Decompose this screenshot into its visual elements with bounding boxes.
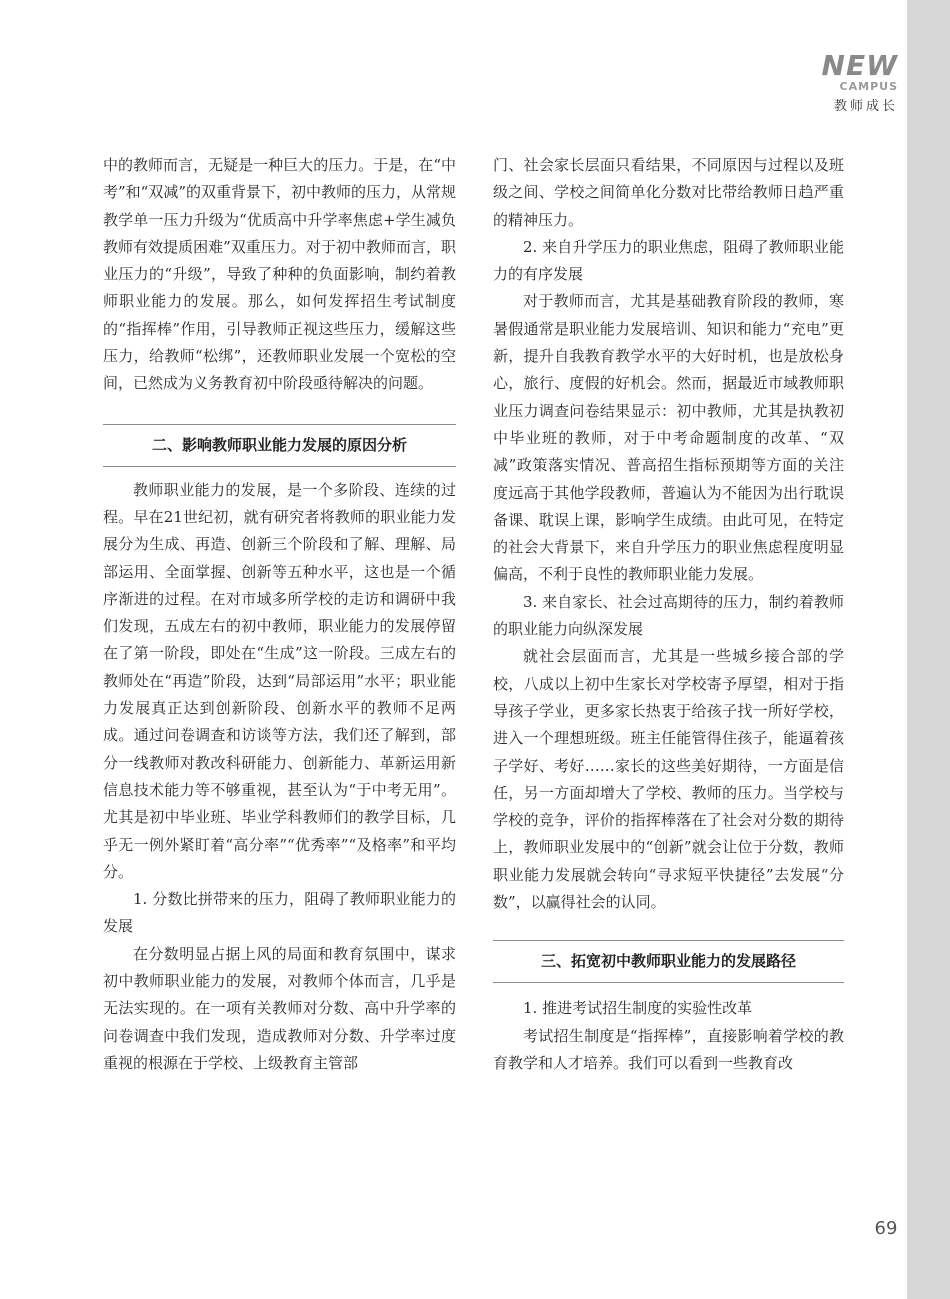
subheading: 1. 分数比拼带来的压力，阻碍了教师职业能力的发展 xyxy=(103,890,456,936)
page-number: 69 xyxy=(874,1218,898,1239)
brand-campus: CAMPUS xyxy=(839,80,898,93)
masthead xyxy=(780,49,898,117)
sidebar-strip xyxy=(907,0,950,1299)
right-column xyxy=(493,152,844,1077)
subheading: 1. 推进考试招生制度的实验性改革 xyxy=(523,999,753,1018)
paragraph: 教师职业能力的发展，是一个多阶段、连续的过程。早在21世纪初，就有研究者将教师的职业能力发展分为生成、再造、创新三个阶段和了解、理解、局部运用、全面掌握、创新等五种水平，这也是一个循序渐进的过程。在对市域多所学校的走访和调研中我们发现，五成左右的初中教师，职业能力的发展停留在了第一阶段，即处在“生成”这一阶段。三成左右的教师处在“再造”阶段，达到“局部运用”水平；职业能力发展真正达到创新阶段、创新水平的教师不足两成。通过问卷调查和访谈等方法，我们还了解到，部分一线教师对教改科研能力、创新能力、革新运用新信息技术能力等不够重视，甚至认为“于中考无用”。尤其是初中毕业班、毕业学科教师们的教学目标，几乎无一例外紧盯着“高分率”“优秀率”“及格率”和平均分。 xyxy=(103,480,456,881)
paragraph: 中的教师而言，无疑是一种巨大的压力。于是，在“中考”和“双减”的双重背景下，初中教师的压力，从常规教学单一压力升级为“优质高中升学率焦虑+学生减负教师有效提质困难”双重压力。对于初中教师而言，职业压力的“升级”，导致了种种的负面影响，制约着教师职业能力的发展。那么，如何发挥招生考试制度的“指挥棒”作用，引导教师正视这些压力，缓解这些压力，给教师“松绑”，还教师职业发展一个宽松的空间，已然成为义务教育初中阶段亟待解决的问题。 xyxy=(103,156,457,393)
left-column xyxy=(103,152,456,1077)
paragraph: 考试招生制度是“指挥棒”，直接影响着学校的教育教学和人才培养。我们可以看到一些教育改 xyxy=(493,1026,844,1072)
section-heading: 三、拓宽初中教师职业能力的发展路径 xyxy=(493,940,844,983)
paragraph: 对于教师而言，尤其是基础教育阶段的教师，寒暑假通常是职业能力发展培训、知识和能力“充电”更新，提升自我教育教学水平的大好时机，也是放松身心，旅行、度假的好机会。然而，据最近市域教师职业压力调查问卷结果显示：初中教师，尤其是执教初中毕业班的教师，对于中考命题制度的改革、“双减”政策落实情况、普高招生指标预期等方面的关注度远高于其他学段教师，普遍认为不能因为出行耽误备课、耽误上课，影响学生成绩。由此可见，在特定的社会大背景下，来自升学压力的职业焦虑程度明显偏高，不利于良性的教师职业能力发展。 xyxy=(493,292,844,584)
paragraph: 就社会层面而言，尤其是一些城乡接合部的学校，八成以上初中生家长对学校寄予厚望，相对于指导孩子学业，更多家长热衷于给孩子找一所好学校，进入一个理想班级。班主任能管得住孩子，能逼着孩子学好、考好……家长的这些美好期待，一方面是信任，另一方面却增大了学校、教师的压力。当学校与学校的竞争，评价的指挥棒落在了社会对分数的期待上，教师职业发展中的“创新”就会让位于分数，教师职业能力发展就会转向“寻求短平快捷径”去发展“分数”，以赢得社会的认同。 xyxy=(493,647,844,912)
brand-new: NEW xyxy=(821,49,898,82)
subheading: 2. 来自升学压力的职业焦虑，阻碍了教师职业能力的有序发展 xyxy=(493,237,844,284)
paragraph: 在分数明显占据上风的局面和教育氛围中，谋求初中教师职业能力的发展，对教师个体而言，几乎是无法实现的。在一项有关教师对分数、高中升学率的问卷调查中我们发现，造成教师对分数、升学率过度重视的根源在于学校、上级教育主管部 xyxy=(103,944,456,1072)
section-label: 教师成长 xyxy=(833,99,898,114)
section-heading: 二、影响教师职业能力发展的原因分析 xyxy=(103,424,456,467)
subheading: 3. 来自家长、社会过高期待的压力，制约着教师的职业能力向纵深发展 xyxy=(493,592,844,639)
paragraph: 门、社会家长层面只看结果，不同原因与过程以及班级之间、学校之间简单化分数对比带给教师日趋严重的精神压力。 xyxy=(493,156,844,229)
